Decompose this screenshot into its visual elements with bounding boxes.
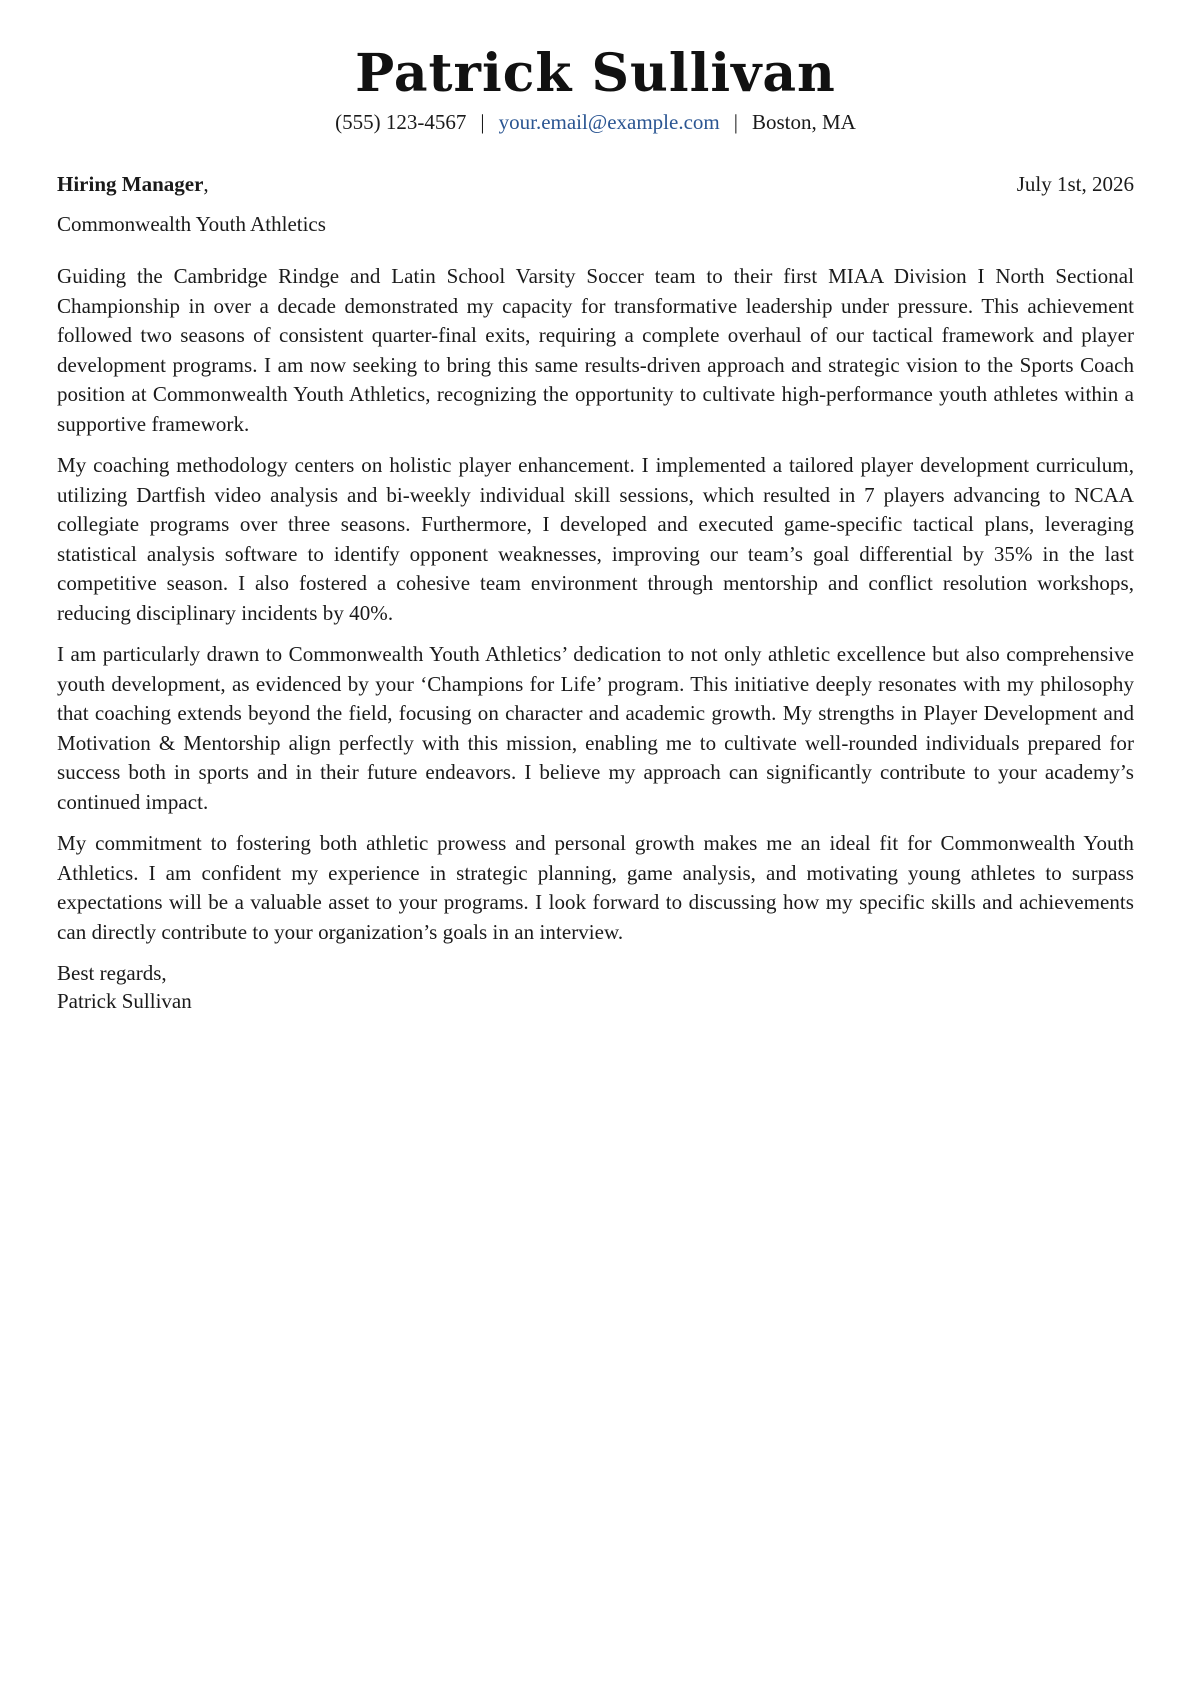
email-link[interactable]: your.email@example.com — [498, 110, 720, 134]
body-paragraph: Guiding the Cambridge Rindge and Latin School Varsity Soccer team to their first MIAA Division I North Sectional Championship in over a decade demonstrated my capacity for transformative leadership under pressure. This achievement followed two seasons of consistent quarter-final exits, requiring a complete overhaul of our tactical framework and player development programs. I am now seeking to bring this same results-driven approach and strategic vision to the Sports Coach position at Commonwealth Youth Athletics, recognizing the opportunity to cultivate high-performance youth athletes within a supportive framework. — [57, 264, 1134, 436]
body-paragraph: I am particularly drawn to Commonwealth Youth Athletics’ dedication to not only athletic excellence but also comprehensive youth development, as evidenced by your ‘Champions for Life’ program. This initiative deeply resonates with my philosophy that coaching extends beyond the field, focusing on character and academic growth. My strengths in Player Development and Motivation & Mentorship align perfectly with this mission, enabling me to cultivate well-rounded individuals prepared for success both in sports and in their future endeavors. I believe my approach can significantly contribute to your academy’s continued impact. — [57, 642, 1134, 814]
location: Boston, MA — [751, 110, 856, 134]
letter-date: July 1st, 2026 — [1016, 172, 1134, 196]
recipient-company: Commonwealth Youth Athletics — [57, 212, 326, 236]
body-paragraph: My commitment to fostering both athletic prowess and personal growth makes me an ideal fit for Commonwealth Youth Athletics. I am confident my experience in strategic planning, game analysis, and motivating young athletes to surpass expectations will be a valuable asset to your programs. I look forward to discussing how my specific skills and achievements can directly contribute to your organization’s goals in an interview. — [57, 831, 1134, 944]
recipient-name: Hiring Manager — [57, 172, 204, 196]
signature: Patrick Sullivan — [57, 989, 192, 1013]
recipient-salutation — [57, 170, 209, 198]
letter-closing — [57, 959, 1134, 1015]
phone-number: (555) 123-4567 — [335, 110, 467, 134]
letter-body — [57, 262, 1134, 947]
contact-line — [57, 108, 1134, 136]
recipient-name-suffix: , — [203, 172, 209, 196]
letter-header — [57, 0, 1134, 136]
sender-name: Patrick Sullivan — [355, 43, 836, 104]
contact-separator: | — [733, 110, 738, 134]
valediction: Best regards, — [57, 961, 167, 985]
contact-separator: | — [480, 110, 485, 134]
cover-letter-page — [57, 0, 1134, 1683]
body-paragraph: My coaching methodology centers on holistic player enhancement. I implemented a tailored player development curriculum, utilizing Dartfish video analysis and bi-weekly individual skill sessions, which resulted in 7 players advancing to NCAA collegiate programs over three seasons. Furthermore, I developed and executed game-specific tactical plans, leveraging statistical analysis software to identify opponent weaknesses, improving our team’s goal differential by 35% in the last competitive season. I also fostered a cohesive team environment through mentorship and conflict resolution workshops, reducing disciplinary incidents by 40%. — [57, 453, 1134, 625]
recipient-row — [57, 170, 1134, 198]
